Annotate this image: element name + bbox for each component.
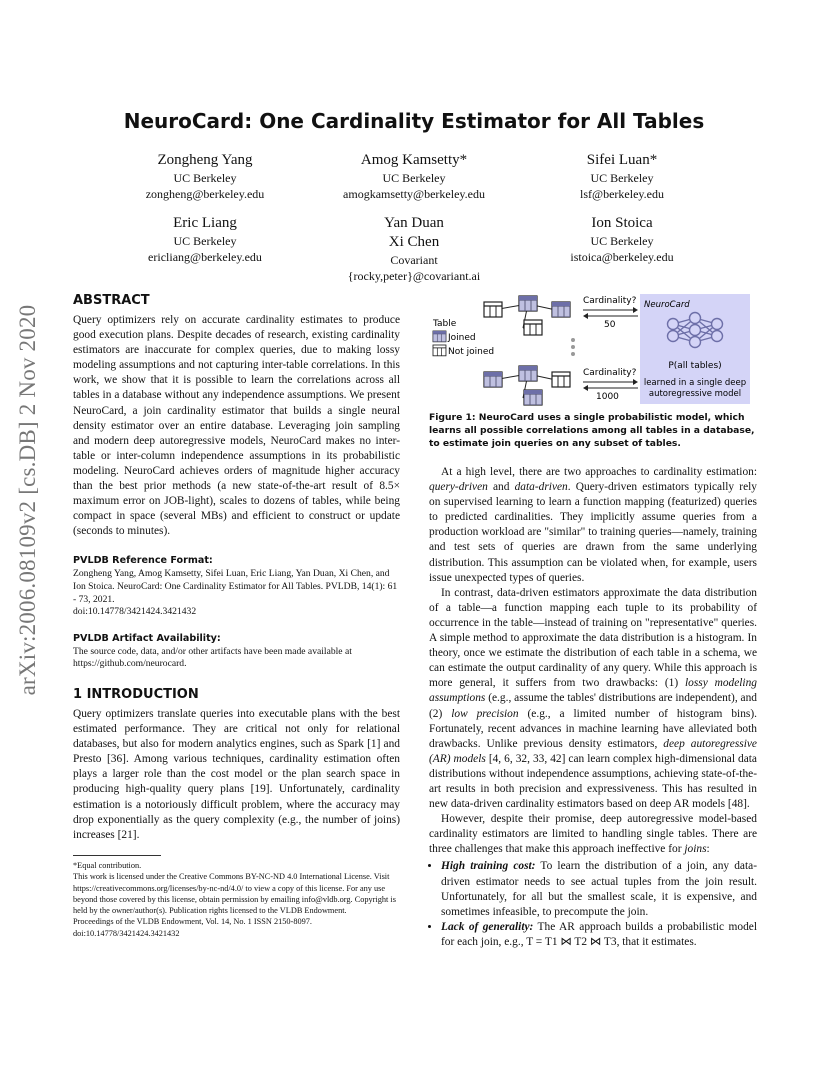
author-email: ericliang@berkeley.edu [148, 250, 262, 264]
pvldb-reference-heading: PVLDB Reference Format: [73, 555, 213, 567]
author-affiliation: UC Berkeley [173, 234, 237, 248]
figure-1-diagram [428, 290, 758, 408]
author-name: Amog Kamsetty* [360, 152, 468, 168]
paper-title: NeuroCard: One Cardinality Estimator for All Tables [123, 109, 705, 133]
paragraph-data-driven: In contrast, data-driven estimators approximate the data distribution of a table—a function mapping each tuple to its probability of occurrence in the table—instead of training on "representative" queries. A simple method to approximate the data distribution is a histogram. In theory, once we estimate the distribution of each table in a schema, we can estimate the output cardinality of any query. While this approach is more general, it suffers from two drawbacks: (1) lossy modeling assumptions (e.g., assume the tables' distributions are independent), and (2) low precision (e.g., a limited number of histogram bins). Fortunately, recent advances in machine learning have alleviated both drawbacks. Unlike previous density estimators, deep autoregressive (AR) models [4, 6, 32, 33, 42] can learn complex high-dimensional data distributions without independence assumptions, achieving state-of-the-art results in both precision and expressiveness. This has resulted in new data-driven cardinality estimators based on deep AR models [48]. [429, 586, 757, 811]
arxiv-side-label: arXiv:2006.08109v2 [cs.DB] 2 Nov 2020 [15, 304, 40, 696]
neurocard-box-probability: P(all tables) [668, 361, 722, 371]
neurocard-box-line1: learned in a single deep [643, 378, 747, 388]
query-label-bottom: Cardinality? [583, 368, 637, 378]
legend-joined-label: Joined [448, 333, 476, 343]
author-email: istoica@berkeley.edu [570, 250, 674, 264]
query-label-top: Cardinality? [583, 296, 637, 306]
author-affiliation: UC Berkeley [173, 171, 237, 185]
author-email: {rocky,peter}@covariant.ai [347, 269, 481, 283]
author-name: Ion Stoica [591, 215, 653, 231]
footnote-proceedings: Proceedings of the VLDB Endowment, Vol. 14, No. 1 ISSN 2150-8097. [73, 917, 312, 927]
pvldb-artifact-text: The source code, data, and/or other artifacts have been made available at https://github.com/neurocard. [73, 645, 352, 670]
left-column [73, 293, 400, 843]
footnote-license: This work is licensed under the Creative Commons BY-NC-ND 4.0 International License. Visit https://creativecommons.org/licenses/by-nc-nd/4.0/ to view a copy of this license. For any use beyond those covered by this license, obtain permission by emailing info@vldb.org. Copyright is held by the owner/author(s). Publication rights licensed to the VLDB Endowment. [73, 872, 396, 916]
author-name-2: Xi Chen [388, 234, 440, 250]
author-name: Zongheng Yang [157, 152, 253, 168]
paragraph-challenges: However, despite their promise, deep autoregressive model-based cardinality estimators are limited to handling single tables. There are three challenges that make this approach ineffective for joins: [429, 813, 757, 856]
right-column [429, 465, 757, 950]
legend-notjoined-label: Not joined [448, 347, 495, 357]
footnote-equal-contribution: *Equal contribution. [73, 861, 142, 870]
answer-label-bottom: 1000 [596, 392, 619, 402]
figure-1-caption: Figure 1: NeuroCard uses a single probabilistic model, which learns all possible correlations among all tables in a database, to estimate join queries on any subset of tables. [429, 412, 755, 450]
author-email: zongheng@berkeley.edu [145, 187, 265, 201]
pvldb-artifact-heading: PVLDB Artifact Availability: [73, 632, 221, 644]
join-graph-top [484, 296, 570, 335]
author-email: amogkamsetty@berkeley.edu [343, 187, 485, 201]
ellipsis-dot [571, 352, 575, 356]
pvldb-reference-doi: doi:10.14778/3421424.3421432 [73, 606, 197, 618]
footnote-rule [73, 855, 161, 856]
abstract-text: Query optimizers rely on accurate cardinality estimates to produce good execution plans. Despite decades of research, existing cardinality estimators are inaccurate for complex queries, due to making lossy modeling assumptions and not capturing inter-table correlations. In this work, we show that it is possible to learn the correlations across all tables in a database without any independence assumptions. We present NeuroCard, a join cardinality estimator that builds a single neural density estimator over an entire database. Leveraging join sampling and modern deep autoregressive models, NeuroCard makes no inter-table or inter-column independence assumptions in its probabilistic modeling. NeuroCard achieves orders of magnitude higher accuracy than the best prior methods (a new state-of-the-art result of 8.5× maximum error on JOB-light), scales to dozens of tables, while being compact in space (several MBs) and efficient to construct or update (seconds to minutes). [73, 314, 400, 538]
list-item: • Lack of generality: The AR approach builds a probabilistic model for each join, e.g., T = T1 ⋈ T2 ⋈ T3, that it estimates. [441, 920, 757, 950]
legend-notjoined-icon [433, 345, 446, 356]
join-graph-bottom [484, 366, 570, 405]
neurocard-box-title: NeuroCard [644, 300, 690, 310]
footnote-doi: doi:10.14778/3421424.3421432 [73, 928, 180, 938]
legend-table-label: Table [433, 319, 457, 329]
author-affiliation: UC Berkeley [590, 171, 654, 185]
author-name: Yan Duan [384, 215, 444, 231]
author-block [492, 214, 752, 265]
author-affiliation: UC Berkeley [382, 171, 446, 185]
introduction-heading: 1 INTRODUCTION [73, 686, 199, 702]
author-email: lsf@berkeley.edu [580, 187, 664, 201]
ellipsis-dot [571, 345, 575, 349]
author-block [492, 151, 752, 202]
pvldb-reference-text: Zongheng Yang, Amog Kamsetty, Sifei Luan, Eric Liang, Yan Duan, Xi Chen, and Ion Stoica. NeuroCard: One Cardinality Estimator for All Tables. PVLDB, 14(1): 61 - 73, 2021. [73, 568, 398, 605]
author-affiliation: Covariant [390, 253, 438, 267]
answer-label-top: 50 [604, 320, 616, 330]
ellipsis-dot [571, 338, 575, 342]
challenge-list [429, 859, 757, 950]
paragraph-approaches: At a high level, there are two approaches to cardinality estimation: query-driven and data-driven. Query-driven estimators typically rely on supervised learning to learn a function mapping (featurized) queries to predicted cardinalities. They implicitly assume queries from a production workload are "similar" to training queries—namely, training and test sets of queries are drawn from the same underlying distribution. This assumption can be violated when, for example, users issue unexpected types of queries. [429, 466, 757, 584]
author-affiliation: UC Berkeley [590, 234, 654, 248]
author-name: Sifei Luan* [586, 152, 658, 168]
footnote-area [73, 855, 400, 939]
author-name: Eric Liang [173, 215, 237, 231]
list-item: • High training cost: To learn the distribution of a join, any data-driven estimator needs to see actual tuples from the join result. Unfortunately, for all but the smallest scale, it is expensive, and sometimes infeasible, to precompute the join. [441, 859, 757, 919]
abstract-heading: ABSTRACT [73, 293, 150, 308]
neurocard-box-line2: autoregressive model [648, 389, 742, 399]
introduction-paragraph: Query optimizers translate queries into executable plans with the best estimated performance. They are critical not only for relational databases, but also for modern analytics engines, such as Spark [1] and Presto [36]. Among various techniques, cardinality estimation often plays a larger role than the cost model or the plan search space in producing high-quality query plans [19]. Unfortunately, cardinality estimation is a notoriously difficult problem, where the accuracy may drop exponentially as the query complexity (e.g., the number of joins) increases [21]. [73, 707, 400, 841]
legend-joined-icon [433, 331, 446, 342]
